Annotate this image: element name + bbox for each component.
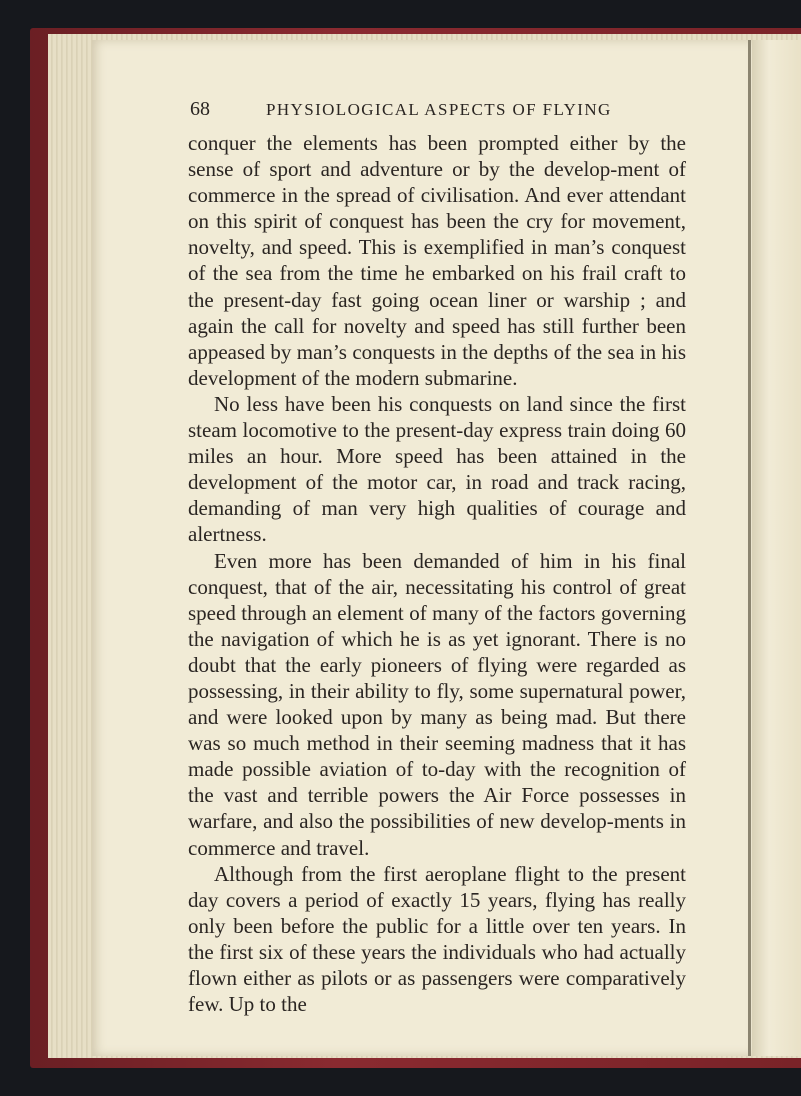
- paragraph-1: conquer the elements has been prompted either by the sense of sport and adventure or by the develop-ment of commerce in the spread of civilisation. And ever attendant on this spirit of conquest has been the cry for movement, novelty, and speed. This is exemplified in man’s conquest of the sea from the time he embarked on his frail craft to the present-day fast going ocean liner or warship ; and again the call for novelty and speed has still further been appeased by man’s conquests in the depths of the sea in his development of the modern submarine.: [188, 131, 686, 390]
- gutter-shadow: [748, 40, 751, 1056]
- running-head: PHYSIOLOGICAL ASPECTS OF FLYING: [266, 100, 612, 119]
- paragraph-3: Even more has been demanded of him in his final conquest, that of the air, necessitating his control of great speed through an element of many of the factors governing the navigation of which he is as yet ignorant. There is no doubt that the early pioneers of flying were regarded as possessing, in their ability to fly, some supernatural power, and were looked upon by many as being mad. But there was so much method in their seeming madness that it has made possible aviation of to-day with the recognition of the vast and terrible powers the Air Force possesses in warfare, and also the possibilities of new develop-ments in commerce and travel.: [188, 548, 686, 860]
- paragraph-4: Although from the first aeroplane flight to the present day covers a period of exactly 15 years, flying has really only been before the public for a little over ten years. In the first six of these years the individuals who had actually flown either as pilots or as passengers were comparatively few. Up to the: [188, 861, 686, 1017]
- page-number: 68: [190, 98, 210, 120]
- body-text: [188, 130, 686, 1017]
- facing-page-edge: [752, 40, 801, 1056]
- page-header: [190, 98, 690, 128]
- paragraph-2: No less have been his conquests on land since the first steam locomotive to the present-day express train doing 60 miles an hour. More speed has been attained in the development of the motor car, in road and track racing, demanding of man very high qualities of courage and alertness.: [188, 391, 686, 547]
